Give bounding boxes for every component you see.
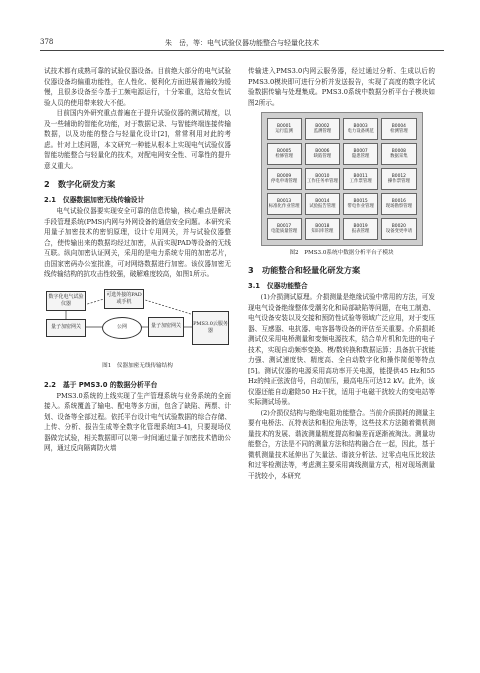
module-tile [267,143,302,165]
module-code: B0020 [391,223,406,229]
module-tile [381,168,416,190]
module-code: B0011 [353,173,368,179]
module-grid [267,118,417,240]
module-code: B0005 [277,148,292,154]
pms-server-box: PMS3.0云服务器 [192,311,229,345]
module-label: 检修管理 [275,154,293,159]
module-code: B0014 [315,198,330,204]
module-label: 数据采集 [390,154,408,159]
module-code: B0001 [277,123,292,129]
paragraph: (2)介损仪结构与绝缘电阻功能整合。当前介质损耗的测量主要有电桥法、瓦特表法和相位角法等，这些技术方法随着微机测量技术的发展、谐波测量精度提高和偏差而逐渐被淘汰。测量功能整合，方法是不同的测量方法和结构融合在一起，因此，基于微机测量技术延伸出了矢量法、谐波分析法、过零点电压比较法和过零检测法等，考虑测主要采用离线测量方式，相对现场测量干扰较小，本研究 [248,408,435,480]
module-code: B0007 [353,148,368,154]
module-label: 带电作业管理 [347,204,374,209]
module-tile [343,218,378,240]
module-label: 运行监测 [275,129,293,134]
module-label: 试验报告管理 [309,204,336,209]
paragraph: 传输进入PMS3.0内网云服务器，经过通过分析、生成以后的PMS3.0模块即可进行分析并发送报告，实现了高度的数字化试验数据传输与处理集成。PMS3.0系统中数据分析平台子模块如图2所示。 [248,67,435,107]
figure-2 [261,112,423,246]
public-network-cloud: 公网 [102,317,142,339]
subsection-heading: 3.1 仪器功能整合 [248,282,308,290]
left-column [44,66,231,454]
quantum-gateway-box-2: 量子加密网关 [148,317,184,337]
figure-1-caption: 图1 仪器加密无线传输结构 [102,362,173,369]
module-tile [343,168,378,190]
module-code: B0018 [315,223,330,229]
figure-1 [44,285,231,377]
paragraph: 试技术都有成熟可靠的试验仪器设备。目前绝大部分的电气试验仪器设备均偏重功能性，在人性化、便利化方面进展普遍较为缓慢，且很多设备至今基于工频电源运行，十分笨重，这给女性试验人员的使用带来较大不便。 [44,67,231,107]
module-tile [305,218,340,240]
section-heading: 3 功能整合和轻量化研发方案 [248,265,361,275]
paragraph: PMS3.0系统的上线实现了生产管理系统与业务系统的全面接入。系统覆盖了输电、配电等多方面，包含了缺陷、两票、计划、设备等全部过程。依托平台设计电气试验数据的综合存储、上传、分析、报告生成等全数字化管理系统[3-4]，只要现场仪器做完试验，相关数据即可以第一时间通过量子加密技术借助公网，通过反向隔离防火墙 [44,391,231,452]
module-label: 操作票管理 [387,179,410,184]
module-label: 隐患管理 [351,154,370,159]
module-tile [267,218,302,240]
module-code: B0017 [277,223,292,229]
instrument-box: 数字化电气试验仪器 [46,291,86,311]
module-code: B0008 [391,148,406,154]
module-tile [267,118,302,140]
module-code: B0016 [391,198,406,204]
module-tile [305,118,340,140]
right-column [248,66,435,481]
module-code: B0019 [353,223,368,229]
module-tile [343,118,378,140]
module-tile [343,193,378,215]
quantum-gateway-box: 量子加密网关 [46,319,86,337]
figure-2-caption: 图2 PMS3.0系统中数据分析平台子模块 [289,250,394,256]
module-tile [305,193,340,215]
module-label: 电力设备规范 [347,129,374,134]
running-title: 朱 岳，等：电气试验仪器功能整合与轻量化技术 [165,39,319,47]
module-label: 报表管理 [351,229,370,234]
module-code: B0002 [315,123,330,129]
module-tile [381,193,416,215]
paragraph: (1)介损测试原理。介损测量是绝缘试验中常用的方法，可发现电气设备绝缘整体受潮劣化和局部缺陷等问题，在电工制造、电气设备安装以及交接和预防性试验等领域广泛应用，对于变压器、互感器、电抗器、电容器等设备的评估至关重要。介质损耗测试仪采用电桥测量和变频电源技术，结合单片机和先进的电子技术，实现自动频率变换、模/数转换和数据运算；具备抗干扰能力强、测试速度快、精度高、全自动数字化和操作简便等特点[5]。测试仪器的电源采用高功率开关电源，能提供45 Hz和55 Hz的纯正弦波信号，自动加压，最高电压可达12 kV。此外，该仪器还能自动避除50 Hz干扰，适用于电磁干扰较大的变电站等实际测试场景。 [248,293,435,406]
paragraph: 目前国内外研究重点普遍在于提升试验仪器的测试精度，以及一些辅助的智能化功能，对于数据记录、与智能终端连接传输数据，以及功能的整合与轻量化设计[2]，常常利用对此的考虑。针对上述问题，本文研究一种能从根本上实现电气试验仪器智能功能整合与轻量化的技术，对配电网安全性、可靠性的提升意义重大。 [44,109,231,170]
module-tile [343,143,378,165]
module-code: B0015 [353,198,368,204]
module-code: B0006 [315,148,330,154]
page-number: 378 [40,38,54,46]
module-code: B0013 [277,198,292,204]
module-tile [305,143,340,165]
module-label: 检测管理 [390,129,408,134]
module-label: 设备变更申请 [385,229,413,234]
module-code: B0004 [391,123,406,129]
module-label: 标准化作业管理 [268,204,300,209]
module-tile [305,168,340,190]
module-code: B0010 [315,173,330,179]
module-label: 知识库管理 [311,229,334,234]
module-tile [381,143,416,165]
module-label: 停电申请管理 [270,179,298,184]
subsection-heading: 2.2 基于 PMS3.0 的数据分析平台 [44,380,158,389]
module-tile [267,193,302,215]
module-label: 现场勘察管理 [385,204,413,209]
module-tile [381,118,416,140]
paragraph: 电气试验仪器要实现安全可靠的信息传输，核心难点是解决手段管理系统(PMS)内网与外网设备的通信安全问题。本研究采用量子加密技术的密钥原理，设计专用网关，并与试验仪器整合，使传输出来的数据均经过加密，从而实现PAD等设备的无线互联。纵向加密认证网关，采用的是电力系统专用的加密芯片，由国家密码办公室批准，可对网络数据进行加密。该仪器加密无线传输结构的抗攻击性较强，破解难度较高，如图1所示。 [44,207,231,278]
subsection-heading: 2.1 仪器数据加密无线传输设计 [44,196,145,204]
module-label: 电能质量管理 [270,229,298,234]
module-label: 监测管理 [313,129,332,134]
module-tile [381,218,416,240]
module-code: B0003 [353,123,368,129]
module-label: 工作任务单管理 [307,179,338,184]
module-label: 工作票管理 [349,179,372,184]
module-label: 缺陷管理 [313,154,332,159]
module-code: B0009 [277,173,292,179]
module-code: B0012 [391,173,406,179]
section-heading: 2 数字化研发方案 [44,179,116,189]
pad-box: 可选外接的PAD或手机 [104,289,144,309]
module-tile [267,168,302,190]
page-header [40,36,444,51]
